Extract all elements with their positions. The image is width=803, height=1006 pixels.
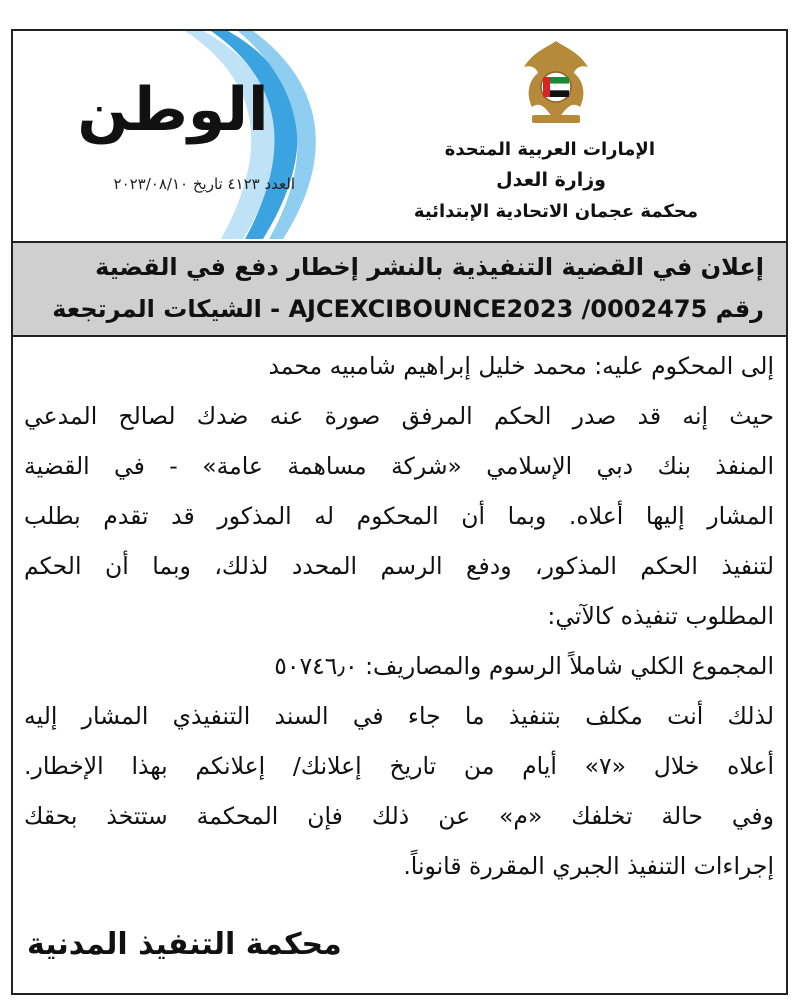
body-line: إلى المحكوم عليه: محمد خليل إبراهيم شامبيه محمد [268, 352, 774, 380]
body-line: المجموع الكلي شاملاً الرسوم والمصاريف: ٥٠٧٤٦٫٠ [274, 652, 774, 680]
ministry-name: وزارة العدل [496, 169, 606, 191]
notice-title-line-2: رقم AJCEXCIBOUNCE2023 /0002475 - الشيكات المرتجعة [52, 295, 764, 323]
body-line: أعلاه خلال «٧» أيام من تاريخ إعلانك/ إعلانكم بهذا الإخطار. [24, 752, 775, 780]
court-name: محكمة عجمان الاتحادية الإبتدائية [413, 201, 698, 222]
body-line: وفي حالة تخلفك «م» عن ذلك فإن المحكمة ستتخذ بحقك [24, 802, 774, 830]
notice-title-line-1: إعلان في القضية التنفيذية بالنشر إخطار دفع في القضية [95, 253, 764, 281]
issue-date-line: العدد ٤١٢٣ تاريخ ٢٠٢٣/٠٨/١٠ [113, 175, 295, 193]
body-line: إجراءات التنفيذ الجبري المقررة قانوناً. [403, 852, 774, 880]
body-line: المنفذ بنك دبي الإسلامي «شركة مساهمة عامة» - في القضية [24, 452, 774, 480]
country-name: الإمارات العربية المتحدة [444, 139, 655, 160]
body-line: المشار إليها أعلاه. وبما أن المحكوم له المذكور قد تقدم بطلب [24, 502, 774, 530]
uae-emblem-icon [518, 37, 594, 129]
body-line: المطلوب تنفيذه كالآتي: [547, 602, 774, 630]
body-line: حيث إنه قد صدر الحكم المرفق صورة عنه ضدك لصالح المدعي [24, 402, 774, 430]
notice-header [13, 31, 786, 239]
body-line: لذلك أنت مكلف بتنفيذ ما جاء في السند التنفيذي المشار إليه [24, 702, 774, 730]
notice-title-band [13, 241, 786, 337]
newspaper-logo: الوطن [77, 75, 269, 145]
body-line: لتنفيذ الحكم المذكور، ودفع الرسم المحدد لذلك، وبما أن الحكم [24, 552, 774, 580]
notice-frame [11, 29, 788, 995]
signature-court: محكمة التنفيذ المدنية [27, 927, 342, 962]
